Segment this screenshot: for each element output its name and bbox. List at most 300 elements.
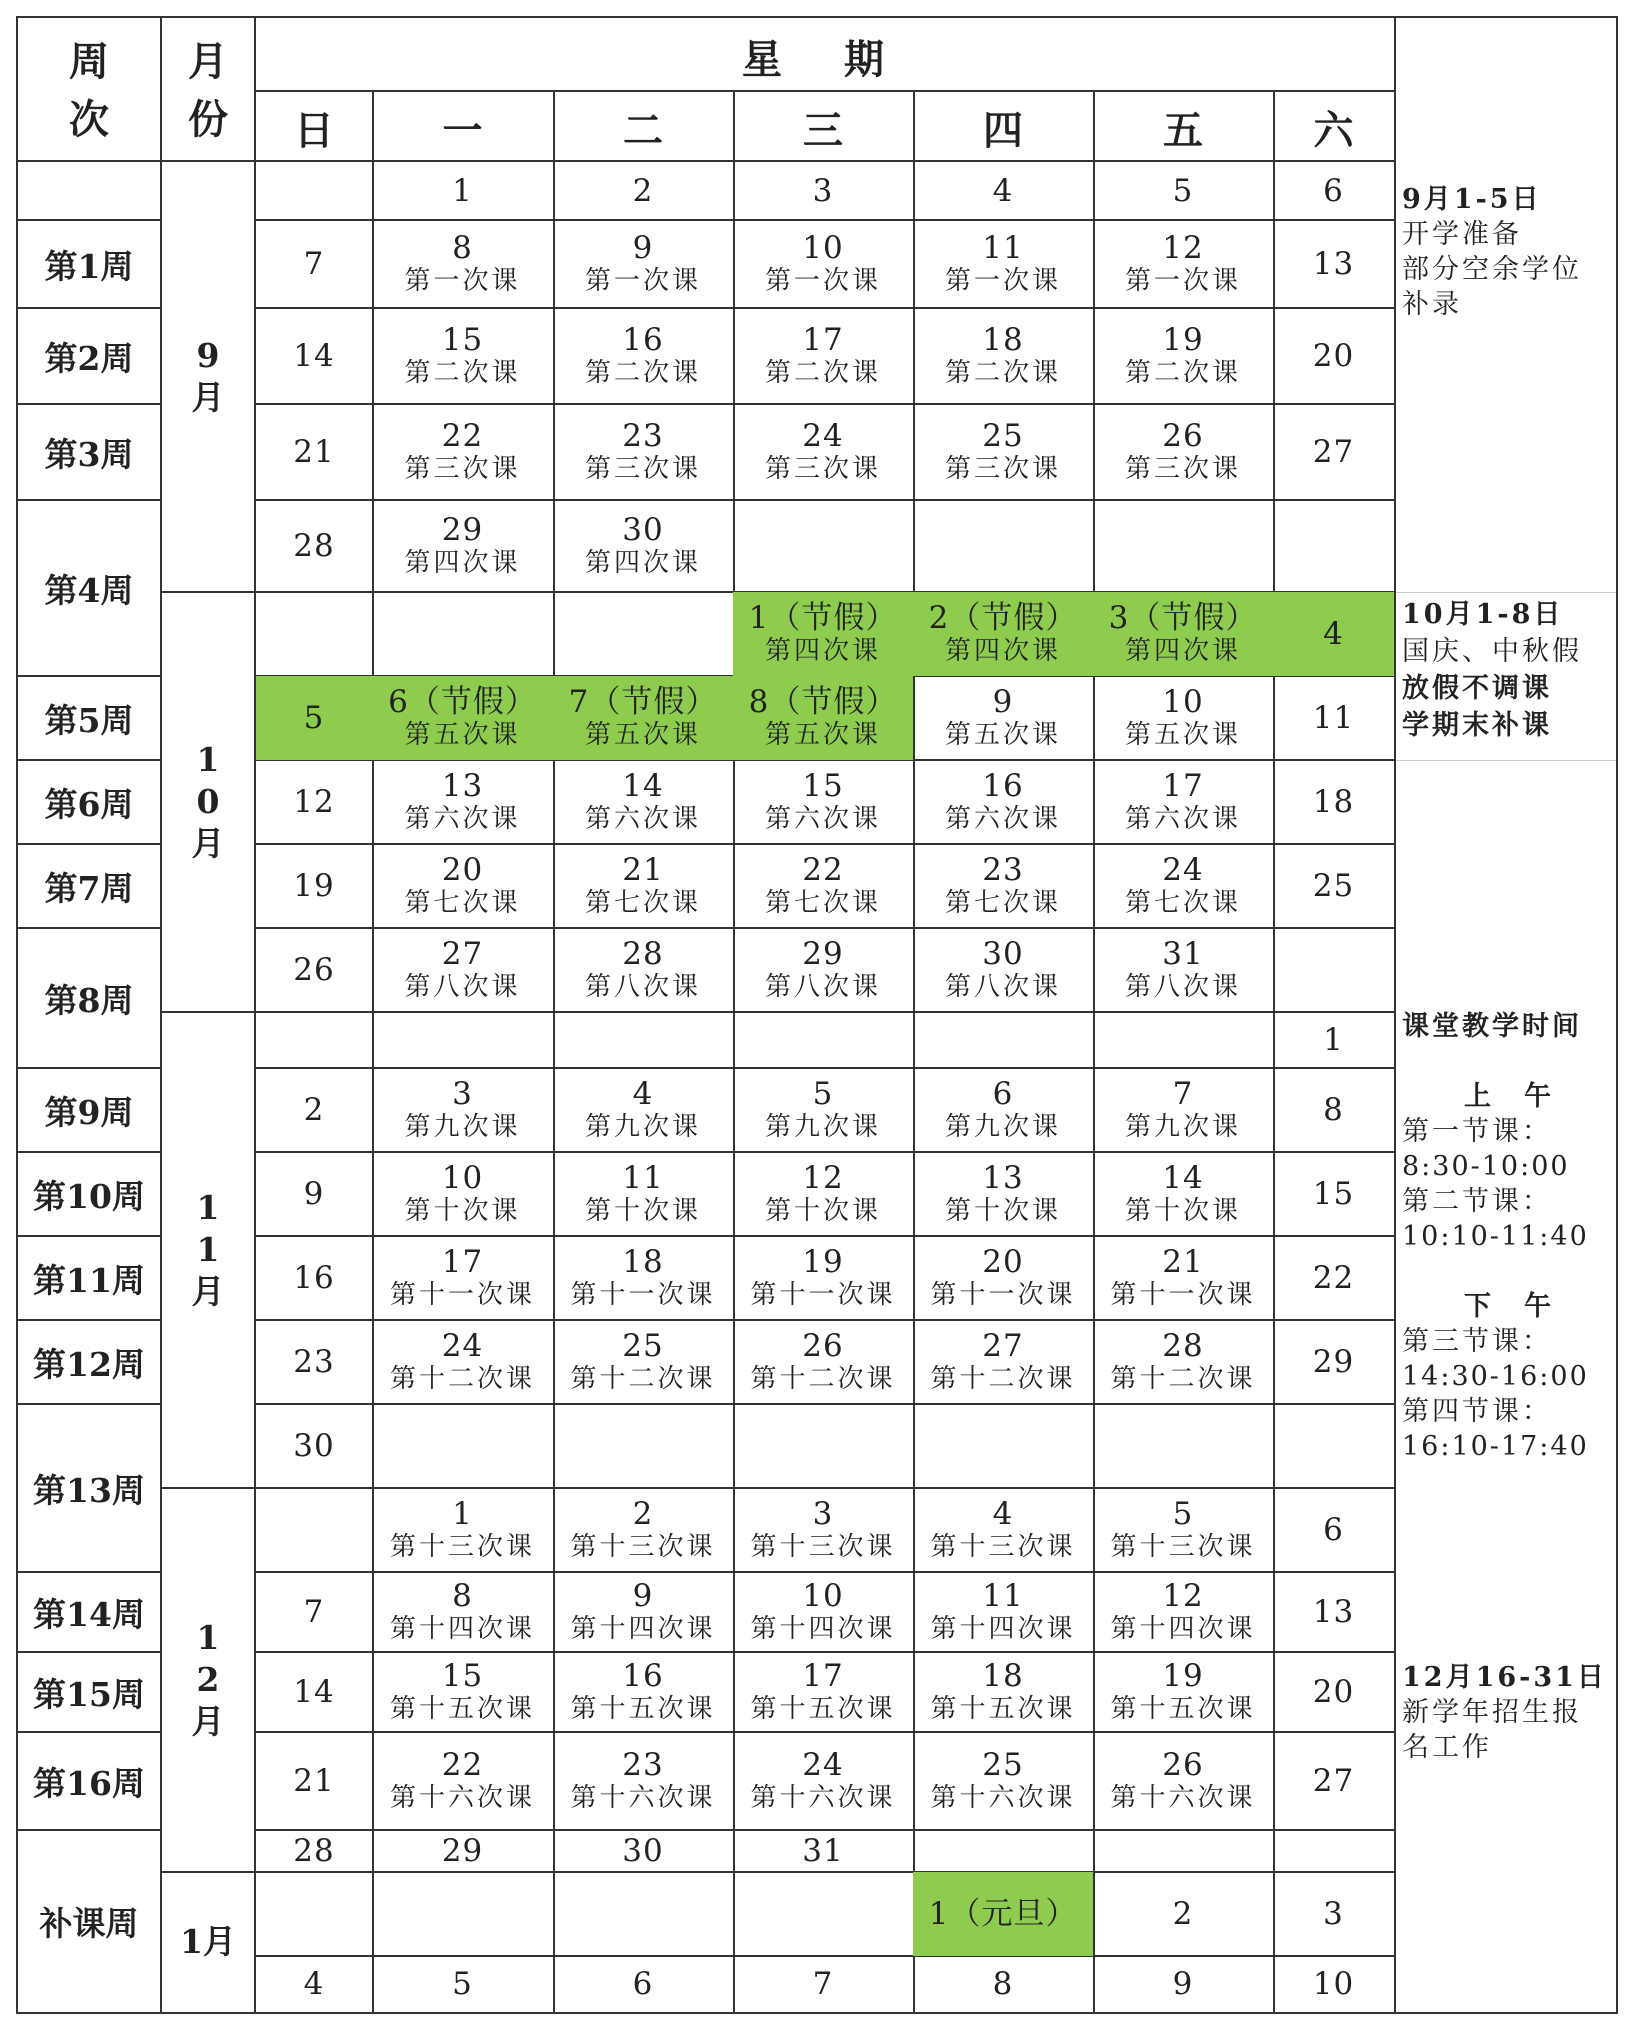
day-cell (553, 592, 733, 676)
day-cell (372, 676, 553, 760)
week-label: 第15周 (33, 1674, 145, 1714)
note-period-2-time: 10:10-11:40 (1402, 1221, 1589, 1252)
session-label: 第四次课 (584, 548, 701, 578)
day-number: 20 (441, 852, 484, 888)
session-label: 第四次课 (1124, 636, 1241, 666)
day-cell (553, 1872, 733, 1956)
month-label (162, 1012, 254, 1488)
day-number: 20 (982, 1244, 1024, 1280)
note-morning-label: 上 午 (1464, 1081, 1554, 1112)
day-cell (372, 1012, 553, 1068)
day-cell (372, 404, 553, 500)
day-cell (553, 1012, 733, 1068)
day-cell (913, 1152, 1093, 1236)
day-number: 20 (1312, 1674, 1355, 1710)
day-number: 12 (1162, 230, 1204, 266)
day-number: 5 (452, 1966, 473, 2002)
day-number: 30 (622, 512, 664, 548)
session-label: 第一次课 (764, 266, 881, 296)
session-label: 第十五次课 (1110, 1694, 1256, 1724)
session-label: 第一次课 (1124, 266, 1241, 296)
day-cell (1093, 1572, 1273, 1652)
day-cell (1273, 1872, 1394, 1956)
day-number: 7 (303, 246, 325, 282)
day-number: 15 (802, 768, 844, 804)
day-cell (553, 844, 733, 928)
day-number: 5 (1172, 1496, 1194, 1532)
day-cell (1093, 1872, 1273, 1956)
day-number: 18 (982, 1658, 1024, 1694)
month-label-text: 12月 (191, 1618, 225, 1741)
day-number: 9 (1172, 1966, 1194, 2002)
day-number: 15 (441, 322, 484, 358)
session-label: 第一次课 (404, 266, 521, 296)
day-number: 9 (632, 230, 654, 266)
session-label: 第一次课 (944, 266, 1061, 296)
day-cell (1093, 1236, 1273, 1320)
session-label: 第二次课 (944, 358, 1061, 388)
session-label: 第十四次课 (570, 1614, 716, 1644)
note-line: 新学年招生报 (1402, 1697, 1582, 1728)
session-label: 第三次课 (404, 454, 521, 484)
day-cell (372, 1320, 553, 1404)
day-number: 14 (622, 768, 664, 804)
session-label: 第十一次课 (750, 1280, 896, 1310)
day-number: 14 (1162, 1160, 1204, 1196)
day-cell (372, 844, 553, 928)
day-number: 27 (1312, 1763, 1355, 1799)
session-label: 第十三次课 (930, 1532, 1076, 1562)
day-number: 2 (1172, 1896, 1194, 1932)
day-number: 16 (293, 1260, 335, 1296)
day-number: 4 (992, 1496, 1014, 1532)
day-cell (372, 1572, 553, 1652)
day-number: 24 (1162, 852, 1204, 888)
day-number: 4 (632, 1076, 654, 1112)
day-cell (553, 928, 733, 1012)
weekday-header: 一 (442, 107, 483, 154)
day-number: 29 (802, 936, 844, 972)
day-cell (1273, 592, 1394, 676)
day-number: 23 (622, 418, 664, 454)
weekday-header: 五 (1163, 107, 1203, 154)
session-label: 第十四次课 (1110, 1614, 1256, 1644)
day-cell (256, 162, 372, 220)
day-cell (913, 676, 1093, 760)
day-cell (372, 592, 553, 676)
week-column-header (18, 20, 160, 162)
weekday-group-header (256, 20, 1394, 92)
month-column-label: 月份 (188, 39, 228, 143)
session-label: 第二次课 (1124, 358, 1241, 388)
day-cell (372, 1236, 553, 1320)
day-cell (1273, 760, 1394, 844)
day-cell (256, 308, 372, 404)
day-cell (1273, 1068, 1394, 1152)
day-cell (372, 928, 553, 1012)
day-number: 31 (1162, 936, 1204, 972)
note-divider (1396, 760, 1616, 761)
day-number: 17 (802, 322, 844, 358)
day-number: 28 (293, 528, 335, 564)
note-period-1-label: 第一节课： (1402, 1116, 1552, 1147)
table-border (16, 16, 1618, 18)
day-cell (553, 1068, 733, 1152)
session-label: 第七次课 (764, 888, 881, 918)
session-label: 第十次课 (944, 1196, 1061, 1226)
day-cell (553, 1572, 733, 1652)
session-label: 第九次课 (764, 1112, 881, 1142)
day-number: 8 (1323, 1092, 1344, 1128)
day-cell (256, 1488, 372, 1572)
day-number: 6 (1323, 173, 1344, 209)
day-number: 2（节假） (928, 600, 1078, 636)
day-number: 18 (1312, 784, 1355, 820)
session-label: 第六次课 (764, 804, 881, 834)
day-number: 8（节假） (748, 684, 898, 720)
day-number: 29 (441, 1833, 484, 1869)
session-label: 第十次课 (1124, 1196, 1241, 1226)
day-cell (1093, 1488, 1273, 1572)
day-cell (256, 1152, 372, 1236)
day-number: 25 (622, 1328, 664, 1364)
day-cell (1093, 1956, 1273, 2012)
day-cell (733, 500, 913, 592)
day-number: 30 (982, 936, 1024, 972)
day-cell (913, 1872, 1093, 1956)
day-number: 3 (1323, 1896, 1344, 1932)
day-number: 16 (622, 322, 664, 358)
day-number: 16 (982, 768, 1024, 804)
session-label: 第五次课 (404, 720, 521, 750)
day-number: 8 (452, 230, 473, 266)
week-label: 第8周 (44, 980, 134, 1020)
day-cell (913, 1732, 1093, 1830)
session-label: 第十一次课 (389, 1280, 535, 1310)
day-cell (913, 1068, 1093, 1152)
day-number: 3 (452, 1076, 473, 1112)
note-line: 开学准备 (1402, 219, 1522, 250)
day-number: 1（节假） (748, 600, 898, 636)
weekday-group-label: 星 期 (742, 36, 908, 83)
day-number: 19 (1162, 322, 1204, 358)
day-cell (553, 162, 733, 220)
day-cell (372, 1404, 553, 1488)
session-label: 第八次课 (1124, 972, 1241, 1002)
day-cell (913, 1488, 1093, 1572)
day-number: 3 (812, 1496, 834, 1532)
day-cell (1093, 1830, 1273, 1872)
day-cell (733, 1320, 913, 1404)
day-cell (913, 1404, 1093, 1488)
session-label: 第五次课 (944, 720, 1061, 750)
week-label: 第7周 (44, 868, 134, 908)
month-column-header (162, 20, 254, 162)
day-cell (256, 404, 372, 500)
session-label: 第八次课 (944, 972, 1061, 1002)
day-cell (256, 928, 372, 1012)
day-number: 16 (622, 1658, 664, 1694)
note-october-holiday (1402, 596, 1627, 744)
day-cell (256, 844, 372, 928)
day-cell (913, 308, 1093, 404)
week-label: 补课周 (39, 1903, 139, 1943)
day-cell (913, 1956, 1093, 2012)
session-label: 第八次课 (764, 972, 881, 1002)
day-number: 21 (1162, 1244, 1204, 1280)
session-label: 第六次课 (1124, 804, 1241, 834)
day-number: 28 (293, 1833, 335, 1869)
day-cell (372, 500, 553, 592)
day-cell (553, 220, 733, 308)
note-class-time (1402, 1009, 1627, 1464)
week-label: 第13周 (33, 1470, 145, 1510)
session-label: 第五次课 (1124, 720, 1241, 750)
session-label: 第十三次课 (389, 1532, 535, 1562)
session-label: 第十五次课 (389, 1694, 535, 1724)
day-cell (913, 592, 1093, 676)
week-label: 第4周 (44, 570, 134, 610)
session-label: 第五次课 (584, 720, 701, 750)
session-label: 第十六次课 (1110, 1783, 1256, 1813)
month-label-text: 11月 (191, 1188, 225, 1311)
day-cell (733, 928, 913, 1012)
day-number: 4 (303, 1966, 325, 2002)
day-cell (256, 1956, 372, 2012)
session-label: 第十二次课 (930, 1364, 1076, 1394)
day-cell (733, 1572, 913, 1652)
table-border (16, 2012, 1618, 2014)
day-number: 23 (982, 852, 1024, 888)
week-label: 第14周 (33, 1594, 145, 1634)
day-number: 8 (992, 1966, 1014, 2002)
day-cell (1273, 1404, 1394, 1488)
note-line: 名工作 (1402, 1732, 1492, 1763)
weekday-header: 二 (623, 107, 663, 154)
day-number: 30 (293, 1428, 335, 1464)
day-cell (1273, 308, 1394, 404)
day-number: 6（节假） (388, 684, 537, 720)
day-cell (372, 1732, 553, 1830)
day-cell (256, 1068, 372, 1152)
day-number: 26 (1162, 1747, 1204, 1783)
session-label: 第一次课 (584, 266, 701, 296)
session-label: 第十五次课 (570, 1694, 716, 1724)
week-label: 第3周 (44, 434, 134, 474)
day-number: 26 (802, 1328, 844, 1364)
day-cell (733, 760, 913, 844)
day-number: 22 (441, 1747, 484, 1783)
week-label: 第16周 (33, 1763, 145, 1803)
month-label-text: 1月 (180, 1922, 236, 1961)
day-number: 19 (293, 868, 335, 904)
day-cell (1093, 760, 1273, 844)
month-label (162, 1872, 254, 2012)
session-label: 第十六次课 (930, 1783, 1076, 1813)
session-label: 第十四次课 (930, 1614, 1076, 1644)
day-cell (1093, 928, 1273, 1012)
day-number: 8 (452, 1578, 473, 1614)
note-september-prep (1402, 182, 1627, 322)
day-cell (733, 404, 913, 500)
session-label: 第九次课 (404, 1112, 521, 1142)
day-number: 10 (802, 1578, 844, 1614)
day-cell (733, 844, 913, 928)
day-cell (553, 1830, 733, 1872)
week-label: 第6周 (44, 784, 134, 824)
day-number: 23 (293, 1344, 335, 1380)
day-cell (733, 1404, 913, 1488)
day-cell (1093, 1012, 1273, 1068)
day-cell (1093, 1068, 1273, 1152)
day-cell (1093, 1652, 1273, 1732)
day-number: 27 (1312, 434, 1355, 470)
day-number: 17 (441, 1244, 484, 1280)
day-number: 15 (1312, 1176, 1355, 1212)
day-number: 6 (632, 1966, 654, 2002)
day-number: 5 (303, 700, 325, 736)
day-number: 13 (1312, 246, 1355, 282)
day-number: 6 (1323, 1512, 1344, 1548)
day-cell (256, 676, 372, 760)
day-number: 1 (452, 1496, 473, 1532)
day-number: 29 (1312, 1344, 1355, 1380)
day-cell (913, 162, 1093, 220)
day-number: 21 (622, 852, 664, 888)
day-cell (553, 1236, 733, 1320)
day-cell (256, 220, 372, 308)
day-cell (1273, 1012, 1394, 1068)
week-label: 第12周 (33, 1344, 145, 1384)
day-number: 14 (293, 1674, 335, 1710)
day-number: 26 (1162, 418, 1204, 454)
week-label: 第5周 (44, 700, 134, 740)
session-label: 第十二次课 (389, 1364, 535, 1394)
session-label: 第十二次课 (1110, 1364, 1256, 1394)
day-number: 29 (441, 512, 484, 548)
day-number: 2 (632, 173, 654, 209)
day-number: 25 (982, 1747, 1024, 1783)
session-label: 第三次课 (764, 454, 881, 484)
day-number: 25 (1312, 868, 1355, 904)
day-cell (913, 220, 1093, 308)
day-number: 24 (441, 1328, 484, 1364)
session-label: 第十四次课 (750, 1614, 896, 1644)
note-period-2-label: 第二节课： (1402, 1186, 1552, 1217)
month-label (162, 162, 254, 592)
day-number: 2 (303, 1092, 325, 1128)
day-cell (913, 844, 1093, 928)
column-divider (1394, 16, 1396, 2014)
day-number: 11 (622, 1160, 664, 1196)
session-label: 第四次课 (944, 636, 1061, 666)
note-line: 国庆、中秋假 (1402, 636, 1582, 667)
session-label: 第二次课 (584, 358, 701, 388)
day-cell (733, 1732, 913, 1830)
day-cell (553, 1404, 733, 1488)
session-label: 第十次课 (584, 1196, 701, 1226)
day-number: 9 (632, 1578, 654, 1614)
week-label: 第9周 (44, 1092, 134, 1132)
day-cell (1273, 1236, 1394, 1320)
day-number: 30 (622, 1833, 664, 1869)
session-label: 第十次课 (764, 1196, 881, 1226)
day-cell (1273, 500, 1394, 592)
day-cell (553, 676, 733, 760)
session-label: 第十五次课 (750, 1694, 896, 1724)
day-cell (913, 1012, 1093, 1068)
day-cell (256, 1652, 372, 1732)
day-cell (1273, 1488, 1394, 1572)
day-cell (372, 1830, 553, 1872)
day-cell (913, 404, 1093, 500)
day-number: 17 (1162, 768, 1204, 804)
session-label: 第十一次课 (570, 1280, 716, 1310)
day-number: 7 (812, 1966, 834, 2002)
day-number: 12 (802, 1160, 844, 1196)
day-cell (1093, 308, 1273, 404)
day-cell (553, 1320, 733, 1404)
day-cell (372, 1152, 553, 1236)
day-number: 28 (622, 936, 664, 972)
day-number: 7（节假） (568, 684, 718, 720)
day-cell (372, 1872, 553, 1956)
session-label: 第三次课 (584, 454, 701, 484)
day-cell (733, 1152, 913, 1236)
day-cell (733, 592, 913, 676)
session-label: 第七次课 (1124, 888, 1241, 918)
session-label: 第十次课 (404, 1196, 521, 1226)
session-label: 第十三次课 (1110, 1532, 1256, 1562)
day-cell (372, 760, 553, 844)
session-label: 第八次课 (584, 972, 701, 1002)
note-line: 学期末补课 (1402, 710, 1552, 741)
day-number: 27 (982, 1328, 1024, 1364)
note-december-enroll (1402, 1660, 1627, 1765)
note-line: 部分空余学位 (1402, 254, 1582, 285)
day-cell (913, 1830, 1093, 1872)
week-label: 第10周 (33, 1176, 145, 1216)
day-cell (1273, 1572, 1394, 1652)
session-label: 第三次课 (944, 454, 1061, 484)
day-cell (1093, 844, 1273, 928)
day-number: 14 (293, 338, 335, 374)
day-number: 21 (293, 1763, 335, 1799)
weekday-header: 四 (983, 107, 1023, 154)
session-label: 第六次课 (944, 804, 1061, 834)
session-label: 第十六次课 (750, 1783, 896, 1813)
note-class-time-title: 课堂教学时间 (1402, 1011, 1582, 1042)
day-cell (553, 760, 733, 844)
day-cell (1273, 1830, 1394, 1872)
day-number: 1 (452, 173, 473, 209)
day-cell (256, 760, 372, 844)
session-label: 第十一次课 (1110, 1280, 1256, 1310)
day-cell (1093, 162, 1273, 220)
weekday-header: 六 (1313, 107, 1354, 154)
day-number: 18 (622, 1244, 664, 1280)
day-number: 1（元旦） (928, 1896, 1078, 1932)
day-cell (913, 1320, 1093, 1404)
day-cell (1273, 1320, 1394, 1404)
day-cell (1093, 676, 1273, 760)
day-cell (1273, 1652, 1394, 1732)
day-cell (733, 1956, 913, 2012)
session-label: 第十六次课 (570, 1783, 716, 1813)
day-number: 22 (441, 418, 484, 454)
day-number: 3 (812, 173, 834, 209)
day-cell (256, 1830, 372, 1872)
